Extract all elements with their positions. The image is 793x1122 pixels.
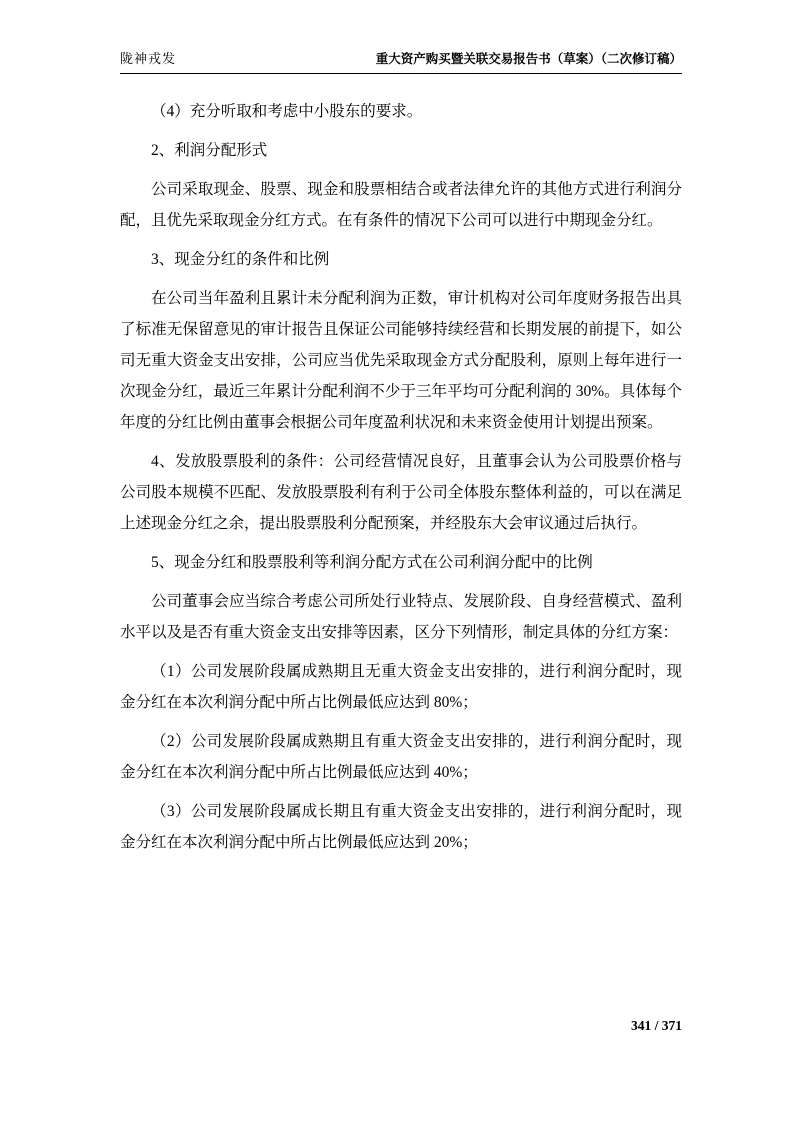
document-body [120, 96, 682, 858]
paragraph: 4、发放股票股利的条件：公司经营情况良好，且董事会认为公司股票价格与公司股本规模不匹配、发放股票股利有利于公司全体股东整体利益的，可以在满足上述现金分红之余，提出股票股利分配预案，并经股东大会审议通过后执行。 [120, 453, 682, 532]
paragraph: 公司采取现金、股票、现金和股票相结合或者法律允许的其他方式进行利润分配，且优先采取现金分红方式。在有条件的情况下公司可以进行中期现金分红。 [120, 181, 682, 229]
paragraph: （3）公司发展阶段属成长期且有重大资金支出安排的，进行利润分配时，现金分红在本次利润分配中所占比例最低应达到 20%； [120, 803, 682, 851]
paragraph: 在公司当年盈利且累计未分配利润为正数，审计机构对公司年度财务报告出具了标准无保留意见的审计报告且保证公司能够持续经营和长期发展的前提下，如公司无重大资金支出安排，公司应当优先采取现金方式分配股利，原则上每年进行一次现金分红，最近三年累计分配利润不少于三年平均可分配利润的 30%。具体每个年度的分红比例由董事会根据公司年度盈利状况和未来资金使用计划提出预案。 [120, 290, 682, 431]
header-document-title: 重大资产购买暨关联交易报告书（草案）（二次修订稿） [375, 52, 682, 66]
page-number: 341 / 371 [630, 1018, 682, 1033]
paragraph: （4）充分听取和考虑中小股东的要求。 [151, 103, 423, 120]
paragraph: 公司董事会应当综合考虑公司所处行业特点、发展阶段、自身经营模式、盈利水平以及是否有重大资金支出安排等因素，区分下列情形，制定具体的分红方案： [120, 593, 682, 641]
page-header [120, 48, 682, 74]
paragraph: （1）公司发展阶段属成熟期且无重大资金支出安排的，进行利润分配时，现金分红在本次利润分配中所占比例最低应达到 80%； [120, 663, 682, 711]
header-company-name: 陇神戎发 [120, 51, 177, 66]
page-content [120, 48, 682, 866]
section-heading: 5、现金分红和股票股利等利润分配方式在公司利润分配中的比例 [151, 554, 593, 571]
paragraph: （2）公司发展阶段属成熟期且有重大资金支出安排的，进行利润分配时，现金分红在本次利润分配中所占比例最低应达到 40%； [120, 733, 682, 781]
section-heading: 3、现金分红的条件和比例 [151, 251, 330, 268]
section-heading: 2、利润分配形式 [151, 142, 268, 159]
